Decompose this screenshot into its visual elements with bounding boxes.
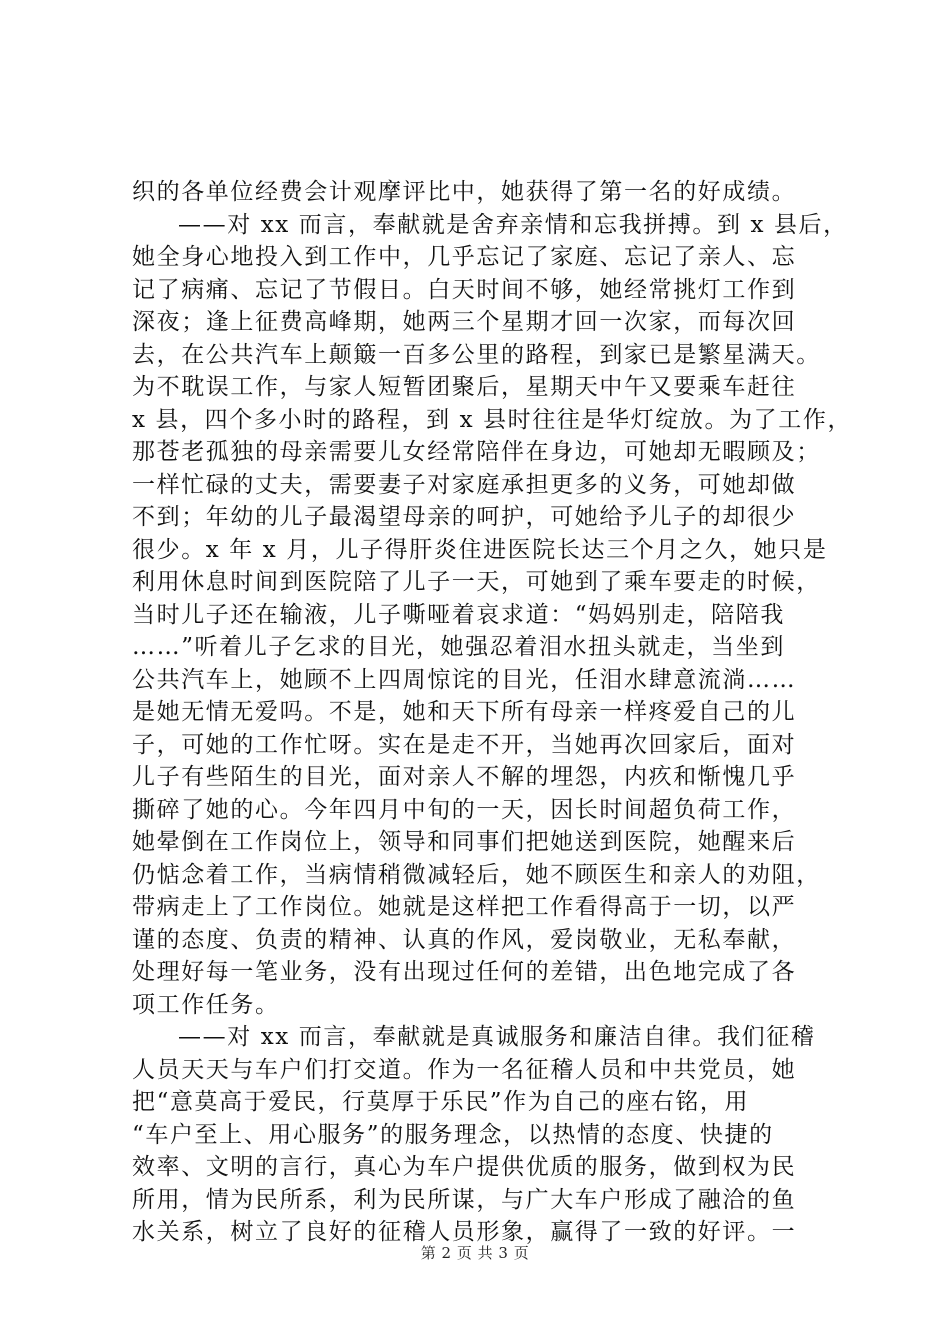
text-line: 很少。x 年 x 月，儿子得肝炎住进医院长达三个月之久，她只是	[132, 536, 828, 563]
page-number-footer: 第 2 页 共 3 页	[420, 1244, 530, 1262]
text-line: 是她无情无爱吗。不是，她和天下所有母亲一样疼爱自己的儿	[132, 699, 797, 725]
text-line: 处理好每一笔业务，没有出现过任何的差错，出色地完成了各	[132, 959, 797, 985]
text-line: 把“意莫高于爱民，行莫厚于乐民”作为自己的座右铭，用	[132, 1089, 750, 1115]
text-line: 谨的态度、负责的精神、认真的作风，爱岗敬业，无私奉献，	[132, 926, 797, 953]
text-line: 去，在公共汽车上颠簸一百多公里的路程，到家已是繁星满天。	[132, 341, 821, 368]
text-line: 记了病痛、忘记了节假日。白天时间不够，她经常挑灯工作到	[132, 276, 797, 303]
paragraph-start-line: ——对 xx 而言，奉献就是舍弃亲情和忘我拼搏。到 x 县后，	[178, 211, 848, 238]
text-line: 水关系，树立了良好的征稽人员形象，赢得了一致的好评。一	[132, 1219, 797, 1245]
text-line: 织的各单位经费会计观摩评比中，她获得了第一名的好成绩。	[132, 179, 797, 205]
text-line: 带病走上了工作岗位。她就是这样把工作看得高于一切，以严	[132, 894, 797, 920]
paragraph-start-line: ——对 xx 而言，奉献就是真诚服务和廉洁自律。我们征稽	[178, 1024, 816, 1050]
text-line: 不到；年幼的儿子最渴望母亲的呵护，可她给予儿子的却很少	[132, 504, 797, 530]
text-line: 项工作任务。	[132, 991, 280, 1018]
text-line: 利用休息时间到医院陪了儿子一天，可她到了乘车要走的时候，	[132, 569, 821, 595]
text-line: x 县，四个多小时的路程，到 x 县时往往是华灯绽放。为了工作，	[132, 406, 853, 433]
text-line: 那苍老孤独的母亲需要儿女经常陪伴在身边，可她却无暇顾及；	[132, 439, 821, 465]
text-line: 儿子有些陌生的目光，面对亲人不解的埋怨，内疚和惭愧几乎	[132, 764, 797, 790]
text-line: 撕碎了她的心。今年四月中旬的一天，因长时间超负荷工作，	[132, 796, 797, 823]
text-line: 为不耽误工作，与家人短暂团聚后，星期天中午又要乘车赶往	[132, 374, 797, 400]
text-line: 人员天天与车户们打交道。作为一名征稽人员和中共党员，她	[132, 1056, 797, 1083]
text-line: 一样忙碌的丈夫，需要妻子对家庭承担更多的义务，可她却做	[132, 471, 797, 498]
text-line: 所用，情为民所系，利为民所谋，与广大车户形成了融洽的鱼	[132, 1186, 797, 1213]
text-line: ……”听着儿子乞求的目光，她强忍着泪水扭头就走，当坐到	[132, 634, 785, 660]
text-line: 她全身心地投入到工作中，几乎忘记了家庭、忘记了亲人、忘	[132, 244, 797, 270]
text-line: 仍惦念着工作，当病情稍微减轻后，她不顾医生和亲人的劝阻，	[132, 861, 821, 888]
text-line: 公共汽车上，她顾不上四周惊诧的目光，任泪水肆意流淌……	[132, 666, 797, 693]
body-text	[132, 176, 853, 1249]
text-line: 当时儿子还在输液，儿子嘶哑着哀求道：“妈妈别走，陪陪我	[132, 601, 785, 628]
text-line: 深夜；逢上征费高峰期，她两三个星期才回一次家，而每次回	[132, 309, 797, 335]
text-line: 效率、文明的言行，真心为车户提供优质的服务，做到权为民	[132, 1154, 797, 1180]
text-line: 她晕倒在工作岗位上，领导和同事们把她送到医院，她醒来后	[132, 829, 797, 855]
text-line: “车户至上、用心服务”的服务理念，以热情的态度、快捷的	[132, 1121, 774, 1148]
text-line: 子，可她的工作忙呀。实在是走不开，当她再次回家后，面对	[132, 731, 797, 758]
